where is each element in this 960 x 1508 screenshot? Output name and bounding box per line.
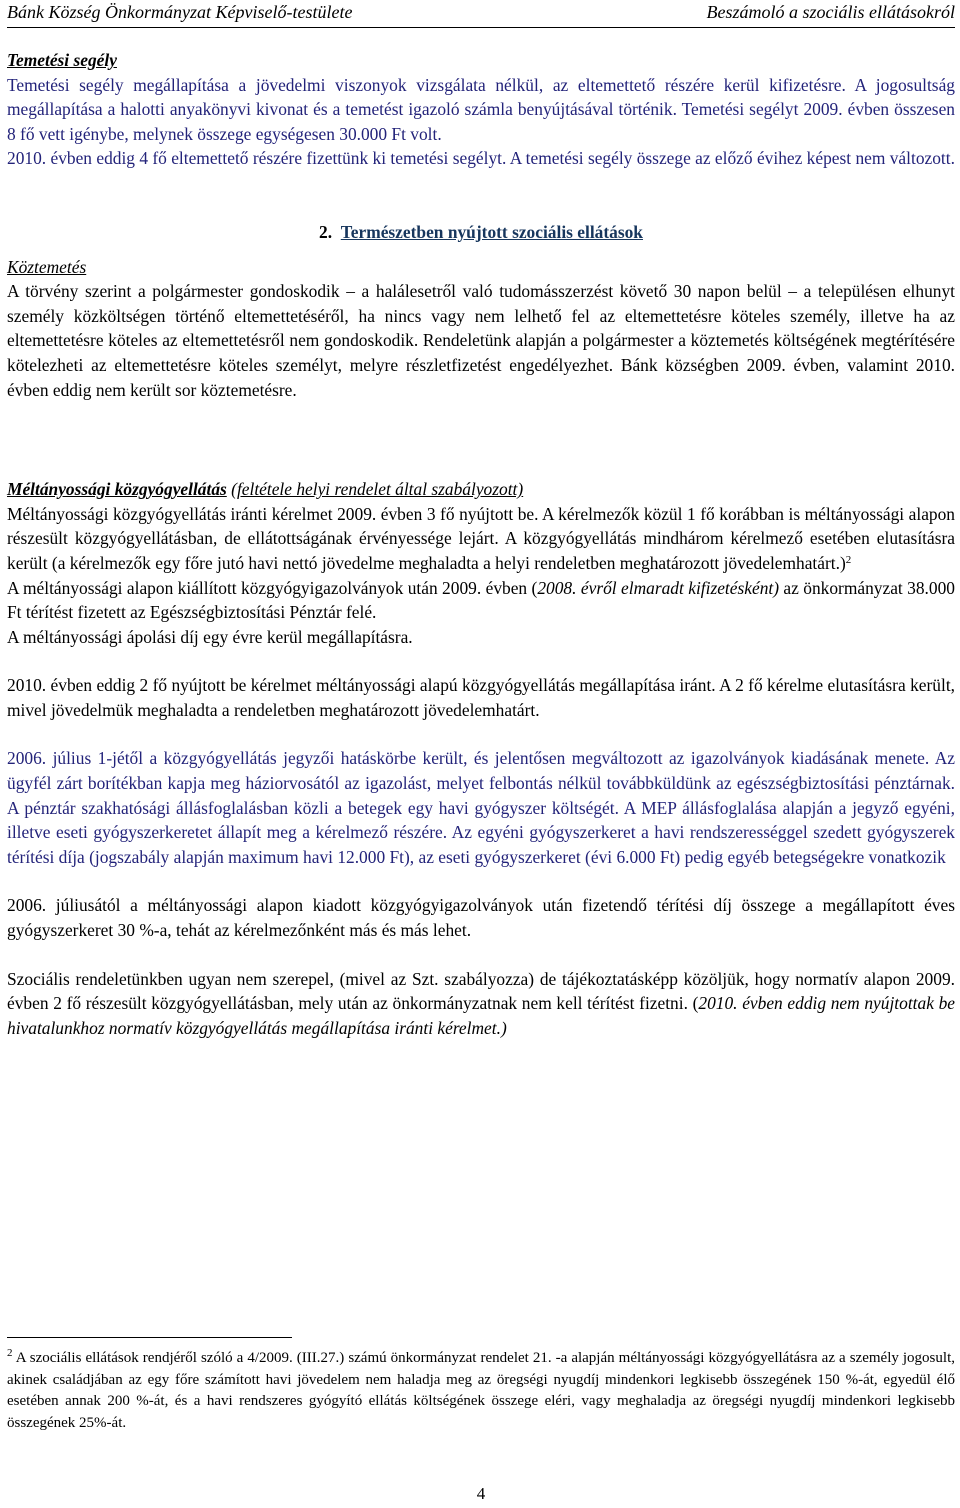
kozgyogy-p7-b: 2010. évben eddig nem nyújtottak be hivatalunkhoz normatív közgyógyellátás megállapítása iránti kérelmet.) bbox=[7, 993, 955, 1038]
kozgyogy-p2-b: 2008. évről elmaradt kifizetésként) bbox=[537, 577, 780, 598]
spacer bbox=[7, 649, 955, 673]
header-rule bbox=[7, 27, 955, 28]
section-2-title: Természetben nyújtott szociális ellátások bbox=[340, 221, 643, 242]
kozgyogy-p2-c: az önkormányzat 38.000 Ft térítést fizetett az Egészségbiztosítási Pénztár felé. bbox=[7, 577, 955, 623]
kozgyogy-paragraph-3: A méltányossági ápolási díj egy évre kerül megállapításra. bbox=[7, 626, 413, 647]
kozgyogy-p2-a: A méltányossági alapon kiállított közgyógyigazolványok után 2009. évben ( bbox=[7, 577, 538, 598]
footnote-rule bbox=[7, 1337, 292, 1338]
kozgyogy-title-note: (feltétele helyi rendelet által szabályozott) bbox=[231, 479, 524, 500]
kozgyogy-paragraph-1 bbox=[7, 502, 955, 576]
footnote bbox=[7, 1348, 955, 1434]
page-number: 4 bbox=[476, 1484, 486, 1503]
kozgyogy-paragraph-6: 2006. júliusától a méltányossági alapon kiadott közgyógyigazolványok után fizetendő térítési díj összege a megállapított éves gyógyszerkeret 30 %-a, tehát az kérelmezőnként más és más lehet. bbox=[7, 895, 955, 941]
kozgyogy-paragraph-5: 2006. július 1-jétől a közgyógyellátás jegyzői hatáskörbe került, és jelentősen megváltozott az igazolványok kiadásának menete. Az ügyfél zárt borítékban kapja meg háziorvosától az igazolást, melyet felbontás nélkül továbbküldünk az egészségbiztosítási pénztárnak. A pénztár szakhatósági állásfoglalásban közli a betegek egy havi gyógyszer költségét. A MEP állásfoglalása alapján a jegyző egyéni, illetve eseti gyógyszerkeretet állapít meg a kérelmező részére. Az egyéni gyógyszerkeret a havi rendszerességgel szedett gyógyszerek térítési díja (jogszabály alapján maximum havi 12.000 Ft), az eseti gyógyszerkeret (évi 6.000 Ft) pedig egyéb betegségekre vonatkozik bbox=[7, 748, 955, 867]
koztemetes-paragraph-1: A törvény szerint a polgármester gondoskodik – a halálesetről való tudomásszerzést követő 30 napon belül – a településen elhunyt személy közköltségen történő eltemettetéséről, ha nincs vagy nem lelhető fel az eltemettetésre köteles személy, illetve ha az eltemettetésre köteles az eltemettetésről nem gondoskodik. Rendeletünk alapján a polgármester a köztemetés költségének megtérítésére kötelezheti az eltemettetésre köteles személyt, melyre részletfizetést engedélyezhet. Bánk községben 2009. évben, valamint 2010. évben eddig nem került sor köztemetésre. bbox=[7, 281, 955, 400]
kozgyogy-p1-text: Méltányossági közgyógyellátás iránti kérelmet 2009. évben 3 fő nyújtott be. A kérelmezők közül 1 fő korábban is méltányossági alapon részesült közgyógyellátásban, de ellátottságának érvényessége lejárt. A közgyógyellátás mindhárom kérelmező esetében elutasításra került (a kérelmezők egy főre jutó havi nettó jövedelme meghaladta a helyi rendeletben meghatározott jövedelemhatárt.) bbox=[7, 503, 955, 573]
spacer bbox=[7, 943, 955, 967]
kozgyogy-title: Méltányossági közgyógyellátás bbox=[7, 479, 227, 500]
temetesi-paragraph-2: 2010. évben eddig 4 fő eltemettető részére fizettünk ki temetési segélyt. A temetési segély összege az előző évihez képest nem változott. bbox=[7, 148, 955, 169]
page-header bbox=[7, 0, 955, 26]
kozgyogy-paragraph-4: 2010. évben eddig 2 fő nyújtott be kérelmet méltányossági alapú közgyógyellátás megállapítása iránt. A 2 fő kérelme elutasításra került, mivel jövedelmük meghaladta a rendeletben meghatározott jövedelemhatárt. bbox=[7, 675, 955, 720]
kozgyogy-paragraph-7 bbox=[7, 967, 955, 1041]
spacer bbox=[7, 722, 955, 746]
footnote-mark: 2 bbox=[7, 1347, 13, 1359]
section-heading-koztemetes bbox=[7, 255, 955, 280]
spacer bbox=[7, 402, 955, 477]
footnote-text: A szociális ellátások rendjéről szóló a 4/2009. (III.27.) számú önkormányzat rendelet 21. -a alapján méltányossági közgyógyellátásra az a személy jogosult, akinek családjában az egy főre számított havi jövedelem nem haladja meg az öregségi nyugdíj mindenkori legkisebb összegének 150 %-át, egyedül élő esetében annak 200 %-át, és a havi rendszeres gyógyító ellátás költségének összege eléri, vagy meghaladja az öregségi nyugdíj mindenkori legkisebb összegének 25%-át. bbox=[7, 1350, 955, 1431]
section-2-heading bbox=[7, 220, 955, 245]
section-heading-temetesi bbox=[7, 48, 955, 73]
header-right: Beszámoló a szociális ellátásokról bbox=[706, 2, 955, 22]
spacer bbox=[7, 869, 955, 893]
kozgyogy-p7-a: Szociális rendeletünkben ugyan nem szerepel, (mivel az Szt. szabályozza) de tájékoztatásképp közöljük, hogy normatív alapon 2009. évben 2 fő részesült közgyógyellátásban, mely után az önkormányzatnak nem kell térítést fizetni. ( bbox=[7, 968, 955, 1014]
document-body bbox=[7, 48, 955, 1040]
temetesi-title: Temetési segély bbox=[7, 50, 117, 70]
footnote-ref[interactable]: 2 bbox=[845, 553, 852, 566]
temetesi-paragraph-1: Temetési segély megállapítása a jövedelmi viszonyok vizsgálata nélkül, az eltemettető részére kerül kifizetésre. A jogosultság megállapítása a halotti anyakönyvi kivonat és a temetést igazoló számla benyújtásával történik. Temetési segélyt 2009. évben összesen 8 fő vett igénybe, melynek összege egységesen 30.000 Ft volt. bbox=[7, 74, 955, 144]
koztemetes-title: Köztemetés bbox=[7, 256, 87, 277]
header-left: Bánk Község Önkormányzat Képviselő-testülete bbox=[7, 2, 353, 22]
section-heading-kozgyogy bbox=[7, 477, 955, 502]
section-2-number: 2. bbox=[319, 221, 333, 242]
kozgyogy-paragraph-2 bbox=[7, 576, 955, 625]
document-page bbox=[7, 0, 955, 1508]
